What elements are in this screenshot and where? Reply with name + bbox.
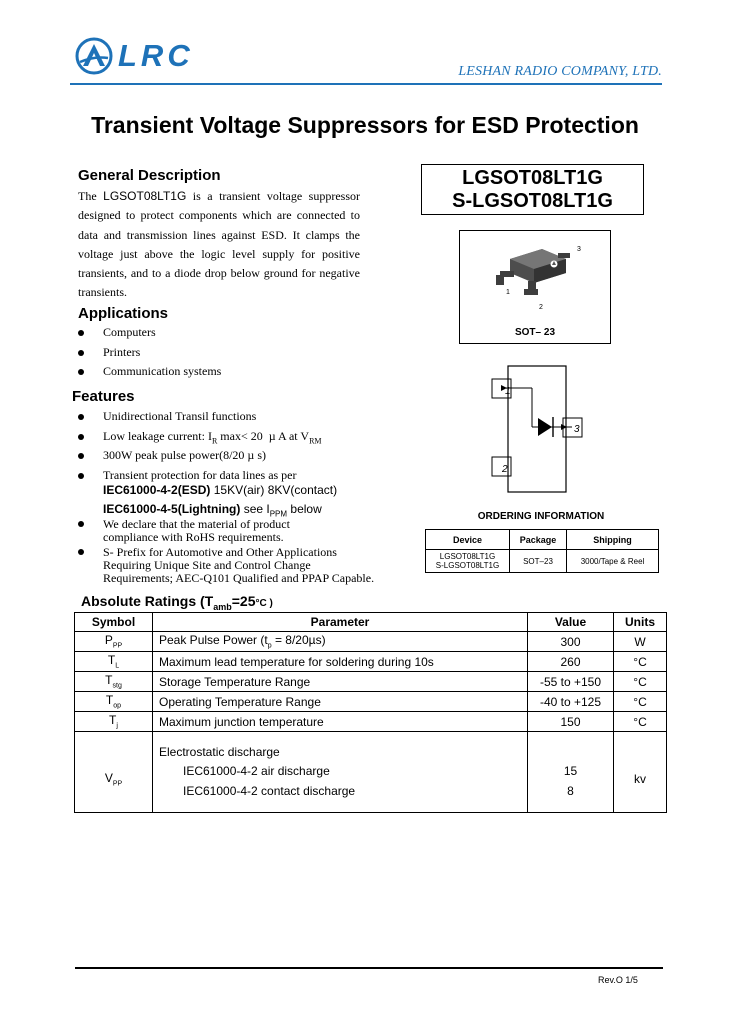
- parameter-cell: Electrostatic discharge IEC61000-4-2 air discharge IEC61000-4-2 contact discharge: [153, 732, 528, 813]
- table-row: [75, 692, 667, 712]
- table-row: [75, 672, 667, 692]
- bullet-icon: [78, 350, 84, 356]
- bullet-icon: [78, 521, 84, 527]
- general-description-heading: General Description: [78, 167, 221, 184]
- ordering-header-device: Device: [426, 530, 510, 550]
- ordering-header-package: Package: [510, 530, 567, 550]
- page-number: Rev.O 1/5: [598, 975, 638, 985]
- parameter-cell: Storage Temperature Range: [153, 672, 528, 692]
- ordering-heading: ORDERING INFORMATION: [477, 511, 605, 522]
- ratings-header-value: Value: [528, 613, 614, 632]
- sot23-package-image: [480, 237, 590, 317]
- unit-cell: °C: [614, 672, 667, 692]
- table-row: [426, 530, 659, 550]
- parameter-cell: Peak Pulse Power $(t_p = 8/20\mu s)$: [153, 632, 528, 652]
- features-list-2: [78, 518, 374, 585]
- value-cell: -40 to +125: [528, 692, 614, 712]
- symbol-cell: $T_L$: [75, 652, 153, 672]
- ratings-header-symbol: Symbol: [75, 613, 153, 632]
- ordering-table: [425, 529, 659, 573]
- list-item: Unidirectional Transil functions: [78, 409, 322, 429]
- table-row: [426, 550, 659, 573]
- unit-cell: kv: [614, 732, 667, 813]
- value-cell: 150: [528, 712, 614, 732]
- package-pin3-label: 3: [577, 246, 581, 253]
- symbol-cell: $T_{stg}$: [75, 672, 153, 692]
- general-description-text: The LGSOT08LT1G is a transient voltage suppressor designed to protect components which are connected to data and transmission lines against ESD. It clamps the voltage just above the logic level supply for positive transients, and to a diode drop below ground for negative transients.: [78, 189, 360, 300]
- features-heading: Features: [72, 388, 135, 405]
- symbol-cell: $V_{PP}$: [75, 732, 153, 813]
- list-item: Computers: [78, 325, 221, 345]
- header-divider: [70, 83, 662, 85]
- iec-esd-line: IEC61000-4-2(ESD) 15KV(air) 8KV(contact): [103, 483, 338, 497]
- value-cell: 300: [528, 632, 614, 652]
- ratings-heading: Absolute Ratings ($T_{amb}=25^\circ C$ ): [81, 593, 273, 612]
- bullet-icon: [78, 434, 84, 440]
- parameter-cell: Maximum junction temperature: [153, 712, 528, 732]
- value-cell: 260: [528, 652, 614, 672]
- bullet-icon: [78, 473, 84, 479]
- part-number-1: LGSOT08LT1G: [462, 167, 603, 189]
- symbol-cell: $T_{op}$: [75, 692, 153, 712]
- company-name: LESHAN RADIO COMPANY, LTD.: [458, 64, 662, 79]
- pinout-pin3-label: 3: [574, 424, 580, 435]
- ratings-table: [74, 612, 667, 813]
- bullet-icon: [78, 414, 84, 420]
- table-row: [75, 712, 667, 732]
- iec-lightning-line: IEC61000-4-5(Lightning) see $I_{PPM}$ below: [103, 502, 322, 519]
- list-item: Printers: [78, 345, 221, 365]
- list-item: S- Prefix for Automotive and Other Applications Requiring Unique Site and Control Change Requirements; AEC-Q101 Qualified and PPAP Capable.: [78, 546, 374, 585]
- applications-list: [78, 325, 221, 384]
- pinout-pin1-label: 1: [505, 386, 511, 397]
- sot23-pinout-diagram: [486, 362, 601, 497]
- package-label: SOT– 23: [514, 327, 556, 338]
- table-row: [75, 632, 667, 652]
- unit-cell: °C: [614, 692, 667, 712]
- parameter-cell: Maximum lead temperature for soldering during 10s: [153, 652, 528, 672]
- unit-cell: °C: [614, 652, 667, 672]
- pinout-pin2-label: 2: [502, 464, 508, 475]
- logo-text: LRC: [118, 38, 194, 73]
- ratings-header-parameter: Parameter: [153, 613, 528, 632]
- unit-cell: W: [614, 632, 667, 652]
- parameter-cell: Operating Temperature Range: [153, 692, 528, 712]
- list-item: Transient protection for data lines as per: [78, 468, 322, 488]
- bullet-icon: [78, 453, 84, 459]
- document-title: Transient Voltage Suppressors for ESD Protection: [91, 112, 639, 138]
- part-number-box: [421, 164, 644, 215]
- footer-divider: [75, 967, 663, 969]
- table-row: [75, 652, 667, 672]
- symbol-cell: $T_j$: [75, 712, 153, 732]
- unit-cell: °C: [614, 712, 667, 732]
- package-pin1-label: 1: [506, 289, 510, 296]
- list-item: Low leakage current: $I_R$ max< 20 µ A at $V_{RM}$: [78, 429, 322, 449]
- table-row: [75, 613, 667, 632]
- ratings-header-units: Units: [614, 613, 667, 632]
- list-item: Communication systems: [78, 364, 221, 384]
- table-row: [75, 732, 667, 813]
- bullet-icon: [78, 330, 84, 336]
- package-box: [459, 230, 611, 344]
- ordering-device: LGSOT08LT1G S-LGSOT08LT1G: [426, 550, 510, 573]
- list-item: We declare that the material of product compliance with RoHS requirements.: [78, 518, 374, 544]
- features-list: [78, 409, 322, 487]
- part-number-2: S-LGSOT08LT1G: [452, 190, 613, 212]
- package-pin2-label: 2: [539, 304, 543, 311]
- value-cell: -55 to +150: [528, 672, 614, 692]
- lrc-logo-icon: [74, 36, 114, 76]
- ordering-package: SOT–23: [510, 550, 567, 573]
- value-cell: 15 8: [528, 732, 614, 813]
- symbol-cell: $P_{PP}$: [75, 632, 153, 652]
- bullet-icon: [78, 369, 84, 375]
- list-item: 300W peak pulse power(8/20 µ s): [78, 448, 322, 468]
- bullet-icon: [78, 549, 84, 555]
- ordering-header-shipping: Shipping: [567, 530, 659, 550]
- applications-heading: Applications: [78, 305, 169, 322]
- ordering-shipping: 3000/Tape & Reel: [567, 550, 659, 573]
